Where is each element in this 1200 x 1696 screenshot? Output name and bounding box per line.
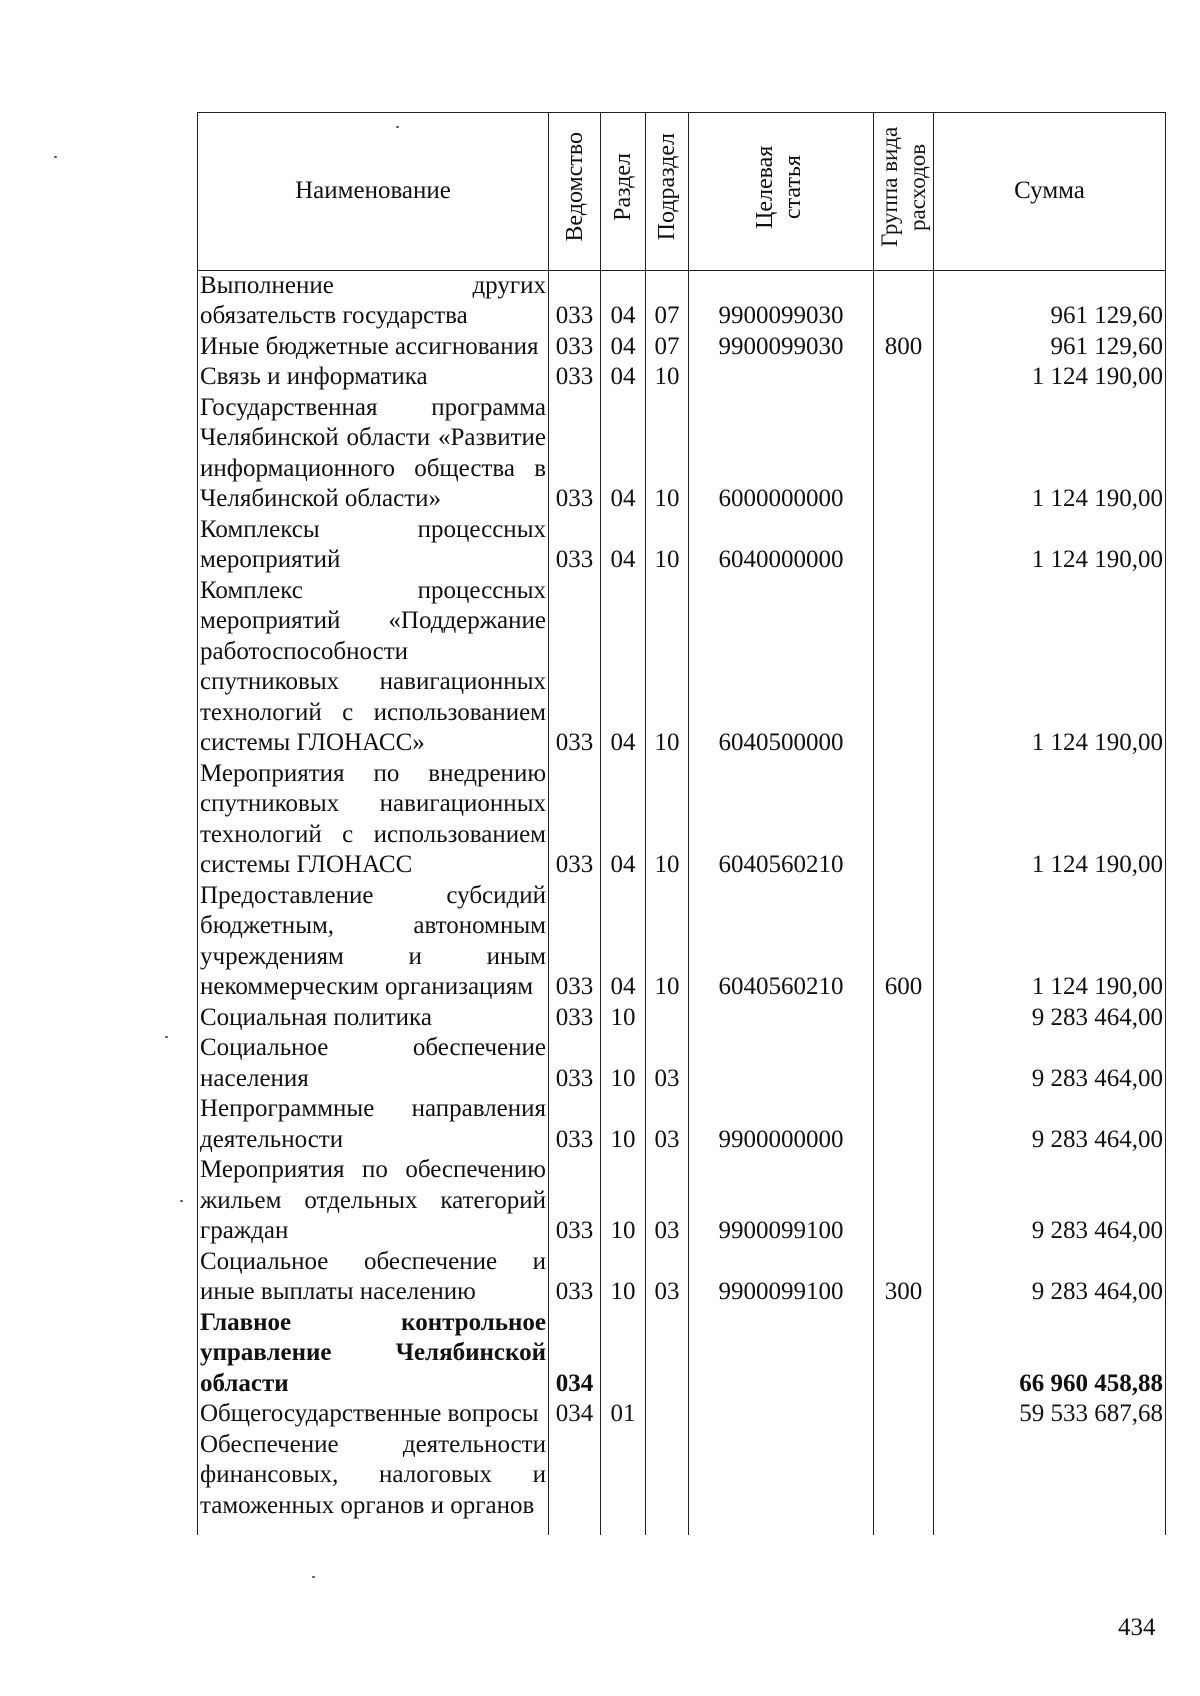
row-department: 033	[549, 515, 601, 576]
row-amount: 1 124 190,00	[934, 515, 1166, 576]
row-expense-group	[874, 1308, 934, 1400]
row-subsection	[646, 1430, 689, 1536]
row-section: 04	[601, 332, 646, 363]
row-expense-group	[874, 362, 934, 393]
row-section: 04	[601, 362, 646, 393]
header-target-article: Целевая статья	[689, 113, 874, 271]
row-name: Предоставление субсидий бюджетным, автономным учреждениям и иным некоммерческим организациям	[198, 881, 549, 1003]
row-name: Непрограммные направления деятельности	[198, 1094, 549, 1155]
table-row	[198, 270, 1166, 332]
table-row	[198, 1430, 1166, 1536]
table-row	[198, 332, 1166, 363]
row-section: 04	[601, 270, 646, 332]
row-target-article: 9900099100	[689, 1155, 874, 1247]
header-section: Раздел	[601, 113, 646, 271]
row-expense-group	[874, 1399, 934, 1430]
header-expense-group: Группа вида расходов	[874, 113, 934, 271]
row-section: 10	[601, 1033, 646, 1094]
row-expense-group	[874, 1094, 934, 1155]
row-expense-group: 800	[874, 332, 934, 363]
scan-speck	[180, 1200, 183, 1202]
row-expense-group	[874, 1430, 934, 1536]
row-subsection: 10	[646, 393, 689, 515]
row-target-article: 6040560210	[689, 881, 874, 1003]
row-expense-group	[874, 1155, 934, 1247]
table-row	[198, 1247, 1166, 1308]
row-name: Государственная программа Челябинской области «Развитие информационного общества в Челябинской области»	[198, 393, 549, 515]
row-amount	[934, 1430, 1166, 1536]
row-section: 10	[601, 1247, 646, 1308]
row-name: Социальное обеспечение и иные выплаты населению	[198, 1247, 549, 1308]
table-row	[198, 1399, 1166, 1430]
row-target-article	[689, 1033, 874, 1094]
row-expense-group	[874, 576, 934, 759]
row-name: Связь и информатика	[198, 362, 549, 393]
row-department: 033	[549, 576, 601, 759]
row-subsection: 03	[646, 1033, 689, 1094]
row-section	[601, 1308, 646, 1400]
row-expense-group	[874, 1003, 934, 1034]
row-department: 033	[549, 1003, 601, 1034]
row-department: 033	[549, 1094, 601, 1155]
row-section: 04	[601, 515, 646, 576]
row-target-article: 9900099100	[689, 1247, 874, 1308]
row-section: 04	[601, 881, 646, 1003]
scan-speck	[165, 1036, 168, 1038]
row-name: Иные бюджетные ассигнования	[198, 332, 549, 363]
header-amount: Сумма	[934, 113, 1166, 271]
table-row	[198, 1094, 1166, 1155]
row-subsection: 03	[646, 1094, 689, 1155]
row-expense-group: 300	[874, 1247, 934, 1308]
row-section	[601, 1430, 646, 1536]
row-subsection: 07	[646, 332, 689, 363]
row-section: 01	[601, 1399, 646, 1430]
header-department: Ведомство	[549, 113, 601, 271]
table-row	[198, 393, 1166, 515]
row-target-article	[689, 1399, 874, 1430]
header-name: Наименование	[198, 113, 549, 271]
row-target-article	[689, 1308, 874, 1400]
row-section: 10	[601, 1003, 646, 1034]
scan-speck	[312, 1576, 315, 1578]
row-subsection: 10	[646, 759, 689, 881]
row-amount: 1 124 190,00	[934, 759, 1166, 881]
row-subsection: 10	[646, 362, 689, 393]
row-department: 034	[549, 1399, 601, 1430]
table-row	[198, 515, 1166, 576]
row-amount: 9 283 464,00	[934, 1155, 1166, 1247]
row-target-article: 9900099030	[689, 270, 874, 332]
row-target-article: 6040000000	[689, 515, 874, 576]
row-target-article: 9900099030	[689, 332, 874, 363]
row-name: Социальная политика	[198, 1003, 549, 1034]
row-department: 033	[549, 270, 601, 332]
row-name: Социальное обеспечение населения	[198, 1033, 549, 1094]
row-name: Обеспечение деятельности финансовых, налоговых и таможенных органов и органов	[198, 1430, 549, 1536]
row-target-article: 9900000000	[689, 1094, 874, 1155]
row-section: 04	[601, 576, 646, 759]
row-subsection: 10	[646, 515, 689, 576]
row-amount: 9 283 464,00	[934, 1247, 1166, 1308]
row-department: 033	[549, 759, 601, 881]
row-department: 033	[549, 1033, 601, 1094]
table-row	[198, 1033, 1166, 1094]
row-subsection	[646, 1003, 689, 1034]
table-row	[198, 362, 1166, 393]
scan-speck	[396, 126, 399, 128]
row-target-article	[689, 1003, 874, 1034]
table-row	[198, 576, 1166, 759]
header-subsection: Подраздел	[646, 113, 689, 271]
row-amount: 961 129,60	[934, 270, 1166, 332]
row-amount: 1 124 190,00	[934, 881, 1166, 1003]
table-header-row	[198, 113, 1166, 271]
row-amount: 9 283 464,00	[934, 1094, 1166, 1155]
page-number: 434	[1118, 1614, 1156, 1641]
row-expense-group	[874, 270, 934, 332]
row-department: 033	[549, 393, 601, 515]
row-target-article	[689, 362, 874, 393]
row-department	[549, 1430, 601, 1536]
row-subsection: 10	[646, 881, 689, 1003]
scan-speck	[54, 156, 57, 158]
row-department: 034	[549, 1308, 601, 1400]
budget-table	[197, 112, 1166, 1535]
row-subsection	[646, 1308, 689, 1400]
table-row	[198, 881, 1166, 1003]
row-section: 04	[601, 759, 646, 881]
row-amount: 59 533 687,68	[934, 1399, 1166, 1430]
row-name: Комплекс процессных мероприятий «Поддержание работоспособности спутниковых навигационных технологий с использованием системы ГЛОНАСС»	[198, 576, 549, 759]
row-name: Выполнение других обязательств государства	[198, 270, 549, 332]
row-department: 033	[549, 881, 601, 1003]
row-target-article	[689, 1430, 874, 1536]
row-expense-group	[874, 515, 934, 576]
row-name: Мероприятия по обеспечению жильем отдельных категорий граждан	[198, 1155, 549, 1247]
row-subsection: 03	[646, 1155, 689, 1247]
row-amount: 66 960 458,88	[934, 1308, 1166, 1400]
row-name: Главное контрольное управление Челябинской области	[198, 1308, 549, 1400]
row-section: 10	[601, 1155, 646, 1247]
table-row	[198, 1003, 1166, 1034]
row-amount: 9 283 464,00	[934, 1003, 1166, 1034]
row-expense-group	[874, 759, 934, 881]
row-department: 033	[549, 362, 601, 393]
row-section: 04	[601, 393, 646, 515]
row-subsection: 10	[646, 576, 689, 759]
row-amount: 1 124 190,00	[934, 576, 1166, 759]
table-row	[198, 1155, 1166, 1247]
row-subsection: 07	[646, 270, 689, 332]
row-amount: 1 124 190,00	[934, 393, 1166, 515]
row-target-article: 6040560210	[689, 759, 874, 881]
row-department: 033	[549, 1247, 601, 1308]
row-subsection	[646, 1399, 689, 1430]
row-subsection: 03	[646, 1247, 689, 1308]
row-name: Общегосударственные вопросы	[198, 1399, 549, 1430]
row-amount: 1 124 190,00	[934, 362, 1166, 393]
row-target-article: 6040500000	[689, 576, 874, 759]
row-section: 10	[601, 1094, 646, 1155]
row-expense-group	[874, 1033, 934, 1094]
row-expense-group	[874, 393, 934, 515]
table-row	[198, 759, 1166, 881]
row-department: 033	[549, 332, 601, 363]
row-amount: 9 283 464,00	[934, 1033, 1166, 1094]
row-department: 033	[549, 1155, 601, 1247]
row-amount: 961 129,60	[934, 332, 1166, 363]
row-name: Комплексы процессных мероприятий	[198, 515, 549, 576]
row-expense-group: 600	[874, 881, 934, 1003]
table-row	[198, 1308, 1166, 1400]
row-target-article: 6000000000	[689, 393, 874, 515]
row-name: Мероприятия по внедрению спутниковых навигационных технологий с использованием системы ГЛОНАСС	[198, 759, 549, 881]
